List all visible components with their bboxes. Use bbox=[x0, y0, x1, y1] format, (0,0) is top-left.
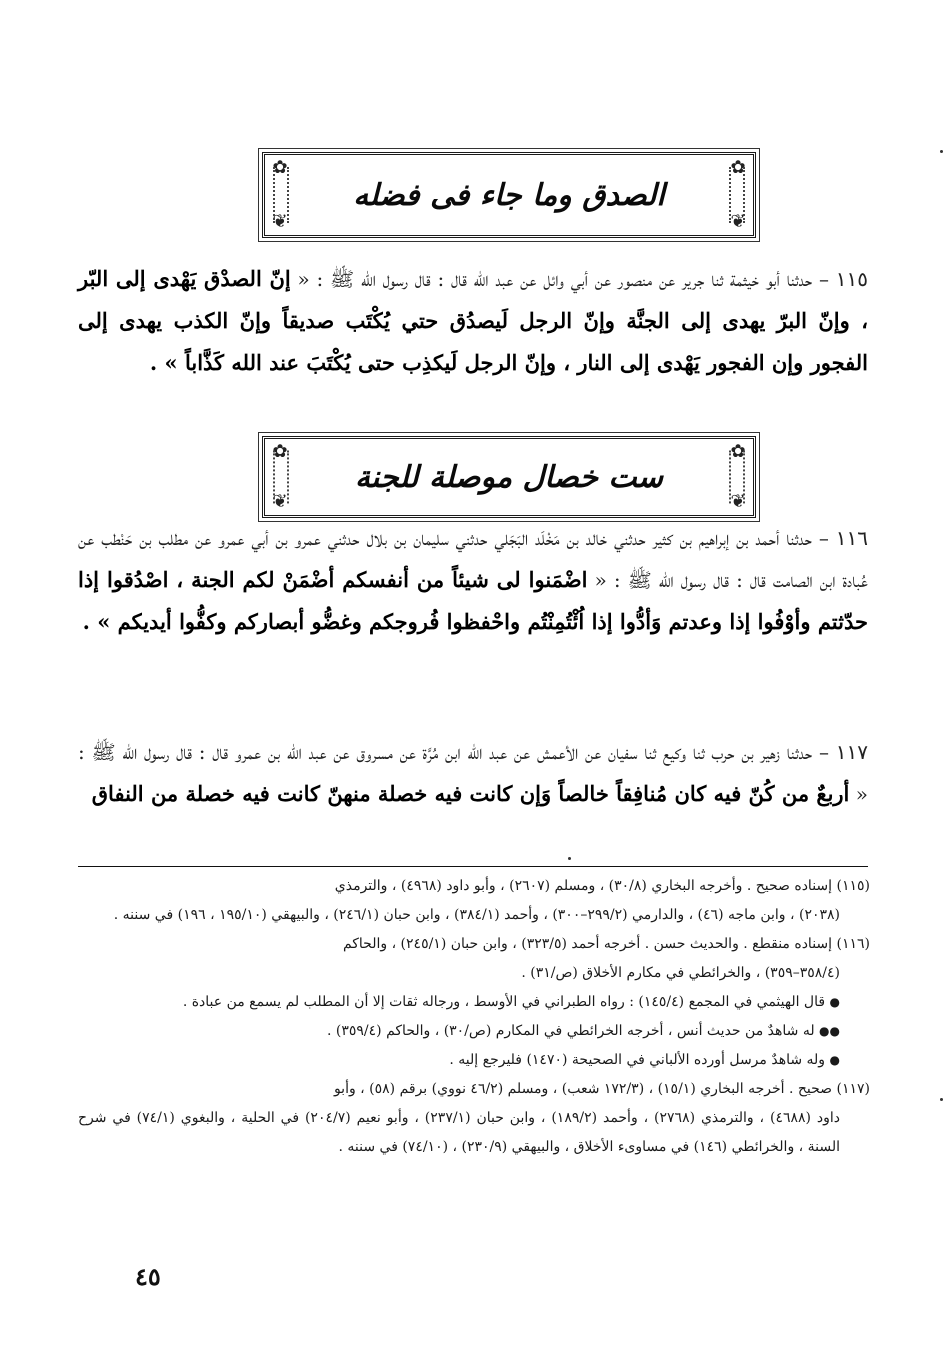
footnote-line: (٢٠٣٨) ، وابن ماجه (٤٦) ، والدارمي (٢٩٩/٢–٣٠٠) ، وأحمد (٣٨٤/١) ، وابن حبان (٢٤٦/١) ، والبيهقي (١٩٥/١٠ ، ١٩٦) في سننه . bbox=[113, 907, 840, 923]
footnote-note-text: قال الهيثمي في المجمع (١٤٥/٤) : رواه الطبراني في الأوسط ، ورجاله ثقات إلا أن المطلب لم يسمع من عبادة . bbox=[182, 994, 826, 1010]
page-number: ٤٥ bbox=[135, 1262, 161, 1291]
footnote-note bbox=[78, 1046, 870, 1075]
footnote-117 bbox=[78, 1075, 870, 1162]
footnote-line: داود (٤٦٨٨) ، والترمذي (٢٧٦٨) ، وأحمد (١٨٩/٢) ، وابن حبان (٢٣٧/١) ، وأبو نعيم (٢٠٤/٧) في الحلية ، والبغوي (٧٤/١) في شرح السنة ، والخرائطي (١٤٦) في مساوىء الأخلاق ، والبيهقي (٢٣٠/٩) ، (٧٤/١٠) في سننه . bbox=[78, 1110, 841, 1155]
frame-side-ornament bbox=[273, 167, 289, 223]
corner-ornament-icon: ✿ bbox=[272, 157, 288, 178]
corner-ornament-icon: ❦ bbox=[272, 211, 288, 232]
footnote-116 bbox=[78, 930, 870, 1075]
corner-ornament-icon: ❦ bbox=[730, 491, 746, 512]
heading-title: الصدق وما جاء فى فضله bbox=[353, 177, 665, 213]
hadith-narration: ١١٥ – حدثنا أبو خيثمة ثنا جرير عن منصور عن أبي وائل عن عبد الله قال : قال رسول الله ﷺ : « bbox=[297, 267, 868, 291]
hadith-text: اضْمَنوا لى شيئاً من أنفسكم أضْمَنْ لكم الجنة ، اصْدُقوا إذا حدّثتم وأوْفُوا إذا وعدتم وَأدُّوا إذا اُئْتُمِنْتُم واحْفظوا فُروجكم وغضُّو أبصاركم وكفُّوا أيديكم » . bbox=[78, 567, 868, 634]
corner-ornament-icon: ✿ bbox=[272, 441, 288, 462]
footnote-note bbox=[78, 988, 870, 1017]
footnote-line: (٣٥٨/٤–٣٥٩) ، والخرائطي في مكارم الأخلاق (ص/٣١) . bbox=[521, 965, 840, 981]
scan-speck bbox=[940, 150, 943, 153]
hadith-narration: ١١٦ – حدثنا أحمد بن إبراهيم بن كثير حدثني خالد بن مَخْلَد البَجَلي حدثني سليمان بن بلال حدثني عمرو بن أبي عمرو عن مطلب بن حَنْطب عن عُبادة ابن الصامت قال : قال رسول الله ﷺ : « bbox=[78, 526, 868, 592]
footnote-line: (١١٦) إسناده منقطع . والحديث حسن . أخرجه أحمد (٣٢٣/٥) ، وابن حبان (٢٤٥/١) ، والحاكم bbox=[342, 936, 870, 952]
hadith-text: إنّ الصدْق يَهْدى إلى البّر ، وإنّ البرّ يهدى إلى الجنَّة وإنّ الرجل لَيصدُق حتي يُكْتَب صديقاً وإنّ الكذب يهدى إلى الفجور وإن الفجور يَهْدى إلى النار ، وإنّ الرجل لَيكذِب حتى يُكْتَبَ عند الله كَذَّاباً » . bbox=[78, 266, 868, 375]
hadith-text: أربعٌ من كُنّ فيه كان مُنافِقاً خالصاً وَإن كانت فيه خصلة منهنّ كانت فيه خصلة من النفاق bbox=[91, 781, 850, 806]
frame-side-ornament bbox=[273, 450, 289, 503]
corner-ornament-icon: ❦ bbox=[730, 211, 746, 232]
scan-speck bbox=[940, 1098, 943, 1101]
footnote-divider bbox=[78, 866, 868, 867]
footnote-line: (١١٥) إسناده صحيح . وأخرجه البخاري (٣٠/٨) ، ومسلم (٢٦٠٧) ، وأبو داود (٤٩٦٨) ، والترمذي bbox=[334, 878, 870, 894]
hadith-paragraph-117 bbox=[78, 732, 868, 815]
footnote-line: (١١٧) صحيح . أخرجه البخاري (١٥/١) ، (١٧٢/٣ شعب) ، ومسلم (٤٦/٢ نووي) برقم (٥٨) ، وأبو bbox=[333, 1081, 870, 1097]
frame-side-ornament bbox=[729, 450, 745, 503]
frame-side-ornament bbox=[729, 167, 745, 223]
hadith-paragraph-116 bbox=[78, 518, 868, 643]
footnote-note bbox=[78, 1017, 870, 1046]
corner-ornament-icon: ❦ bbox=[272, 491, 288, 512]
section-heading-truthfulness bbox=[262, 152, 756, 238]
heading-title: ست خصال موصلة للجنة bbox=[354, 459, 664, 495]
hadith-paragraph-115 bbox=[78, 258, 868, 384]
footnote-note-text: وله شاهدٌ مرسل أورده الألباني في الصحيحة (١٤٧٠) فليرجع إليه . bbox=[449, 1052, 826, 1068]
hadith-narration: ١١٧ – حدثنا زهير بن حرب ثنا وكيع ثنا سفيان عن الأعمش عن عبد الله ابن مُرَّة عن مسروق عن عبد الله بن عمرو قال : قال رسول الله ﷺ : « bbox=[78, 740, 869, 806]
footnote-note-text: له شاهدٌ من حديث أنس ، أخرجه الخرائطي في المكارم (ص/٣٠) ، والحاكم (٣٥٩/٤) . bbox=[326, 1023, 815, 1039]
bullet-icon: ● bbox=[829, 995, 840, 1009]
scan-speck bbox=[568, 857, 571, 860]
bullet-icon: ●● bbox=[819, 1024, 840, 1038]
corner-ornament-icon: ✿ bbox=[730, 441, 746, 462]
footnote-115 bbox=[78, 872, 870, 930]
corner-ornament-icon: ✿ bbox=[730, 157, 746, 178]
footnotes-section bbox=[78, 872, 870, 1162]
section-heading-six-traits bbox=[262, 436, 756, 518]
bullet-icon: ● bbox=[829, 1053, 840, 1067]
